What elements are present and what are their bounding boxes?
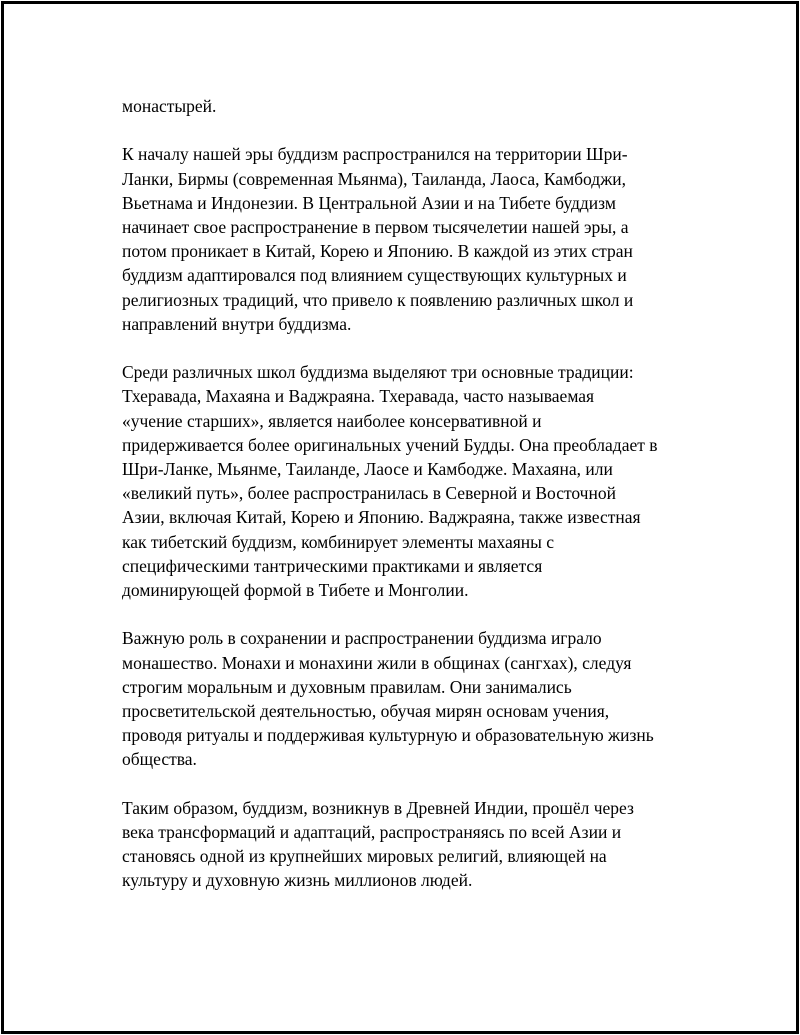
text-line: начинает свое распространение в первом тысячелетии нашей эры, а: [122, 217, 629, 237]
text-line: «великий путь», более распространилась в Северной и Восточной: [122, 483, 616, 504]
text-line: монастырей.: [122, 96, 217, 116]
text-line: проводя ритуалы и поддерживая культурную и образовательную жизнь: [122, 725, 654, 746]
text-line: придерживается более оригинальных учений Будды. Она преобладает в: [122, 434, 658, 455]
text-line: становясь одной из крупнейших мировых религий, влияющей на: [122, 846, 607, 867]
text-line: потом проникает в Китай, Корею и Японию. В каждой из этих стран: [122, 241, 633, 262]
paragraph-3: [122, 360, 697, 602]
text-line: Среди различных школ буддизма выделяют три основные традиции:: [122, 362, 634, 383]
text-line: направлений внутри буддизма.: [122, 313, 352, 334]
paragraph-2: [122, 142, 697, 336]
text-line: монашество. Монахи и монахини жили в общинах (сангхах), следуя: [122, 652, 632, 673]
text-line: Ланки, Бирмы (современная Мьянма), Таиланда, Лаоса, Камбоджи,: [122, 168, 627, 189]
text-line: доминирующей формой в Тибете и Монголии.: [122, 580, 469, 601]
text-line: строгим моральным и духовным правилам. Они занимались: [122, 676, 572, 697]
text-line: просветительской деятельностью, обучая мирян основам учения,: [122, 701, 610, 722]
text-line: Вьетнама и Индонезии. В Центральной Азии и на Тибете буддизм: [122, 192, 616, 213]
paragraph-1: [122, 94, 697, 118]
text-line: культуру и духовную жизнь миллионов людей.: [122, 870, 473, 891]
text-line: Таким образом, буддизм, возникнув в Древней Индии, прошёл через: [122, 797, 634, 818]
paragraph-5: [122, 796, 697, 893]
text-line: Важную роль в сохранении и распространении буддизма играло: [122, 628, 602, 649]
paragraph-4: [122, 626, 697, 771]
text-line: как тибетский буддизм, комбинирует элементы махаяны с: [122, 531, 555, 552]
text-line: общества.: [122, 749, 197, 770]
text-line: Шри-Ланке, Мьянме, Таиланде, Лаосе и Камбодже. Махаяна, или: [122, 459, 613, 480]
text-line: Тхеравада, Махаяна и Ваджраяна. Тхеравада, часто называемая: [122, 386, 595, 407]
page-border: [1, 1, 799, 1034]
text-line: религиозных традиций, что привело к появлению различных школ и: [122, 289, 634, 310]
text-line: буддизм адаптировался под влиянием существующих культурных и: [122, 265, 627, 286]
text-line: Азии, включая Китай, Корею и Японию. Ваджраяна, также известная: [122, 507, 641, 528]
text-line: К началу нашей эры буддизм распространился на территории Шри-: [122, 144, 628, 165]
document-body: [122, 94, 697, 917]
text-line: специфическими тантрическими практиками и является: [122, 555, 543, 576]
text-line: «учение старших», является наиболее консервативной и: [122, 410, 542, 431]
text-line: века трансформаций и адаптаций, распространяясь по всей Азии и: [122, 822, 622, 843]
